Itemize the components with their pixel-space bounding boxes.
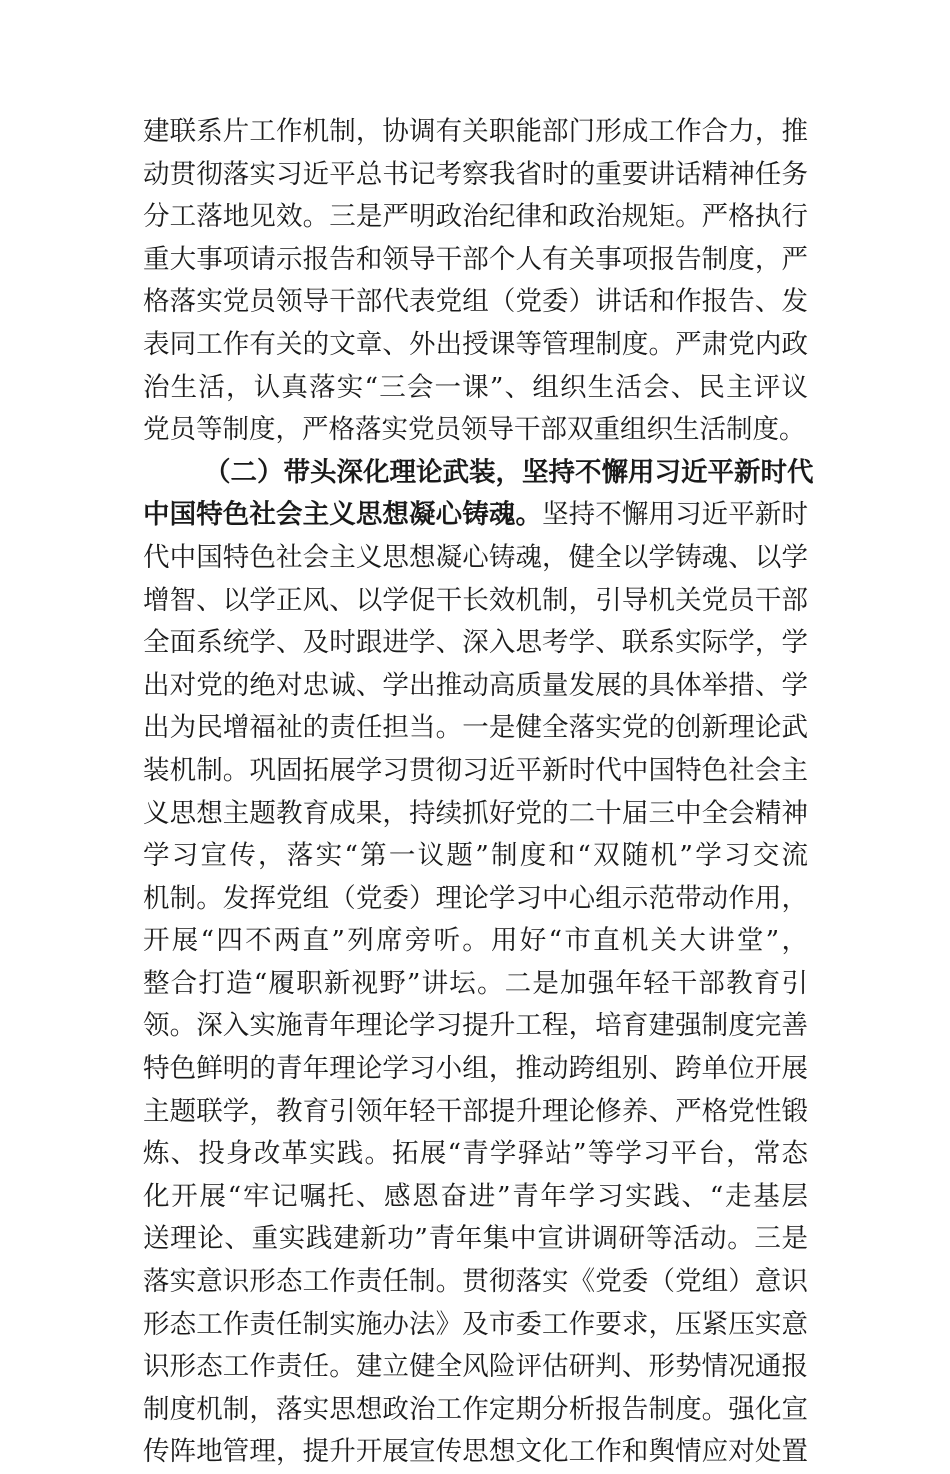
text-line: [143, 835, 808, 878]
text-line: [143, 1133, 808, 1176]
paragraph-text: 动贯彻落实习近平总书记考察我省时的重要讲话精神任务: [143, 158, 808, 190]
paragraph-text: 送理论、重实践建新功”青年集中宣讲调研等活动。三是: [143, 1223, 808, 1255]
text-line: [143, 580, 808, 623]
text-line: [143, 665, 808, 708]
paragraph-text: 整合打造“履职新视野”讲坛。二是加强年轻干部教育引: [143, 967, 808, 999]
text-line: [143, 494, 808, 537]
text-line: [143, 367, 808, 410]
text-line: [143, 963, 808, 1006]
paragraph-text: 建联系片工作机制，协调有关职能部门形成工作合力，推: [143, 116, 808, 147]
paragraph-text: 落实意识形态工作责任制。贯彻落实《党委（党组）意识: [143, 1266, 808, 1298]
paragraph-text: 党员等制度，严格落实党员领导干部双重组织生活制度。: [143, 414, 806, 446]
text-line: [143, 1346, 808, 1389]
paragraph-text: 代中国特色社会主义思想凝心铸魂，健全以学铸魂、以学: [143, 541, 808, 573]
paragraph-text: 表同工作有关的文章、外出授课等管理制度。严肃党内政: [143, 328, 808, 360]
paragraph-text: 传阵地管理，提升开展宣传思想文化工作和舆情应对处置: [143, 1436, 808, 1468]
text-line: [143, 1005, 808, 1048]
text-line: [143, 707, 808, 750]
paragraph-text: 炼、投身改革实践。拓展“青学驿站”等学习平台，常态: [143, 1138, 808, 1170]
paragraph-text: 分工落地见效。三是严明政治纪律和政治规矩。严格执行: [143, 201, 808, 233]
paragraph-text: 治生活，认真落实“三会一课”、组织生活会、民主评议: [143, 371, 808, 403]
text-line: [143, 920, 808, 963]
text-line: [143, 750, 808, 793]
text-line: [143, 793, 808, 836]
paragraph-text: 格落实党员领导干部代表党组（党委）讲话和作报告、发: [143, 286, 808, 318]
section-heading-text: 中国特色社会主义思想凝心铸魂。: [143, 499, 543, 531]
text-line: [143, 239, 808, 282]
paragraph-text: 全面系统学、及时跟进学、深入思考学、联系实际学，学: [143, 627, 808, 659]
text-line: [143, 537, 808, 580]
paragraph-text: 形态工作责任制实施办法》及市委工作要求，压紧压实意: [143, 1308, 808, 1340]
text-line: [143, 1048, 808, 1091]
paragraph-text: 出为民增福祉的责任担当。一是健全落实党的创新理论武: [143, 712, 808, 744]
text-line: [143, 1431, 808, 1474]
text-line: [143, 1176, 808, 1219]
paragraph-text: 坚持不懈用习近平新时: [542, 499, 808, 531]
paragraph-text: 装机制。巩固拓展学习贯彻习近平新时代中国特色社会主: [143, 754, 808, 786]
body-text: [143, 111, 814, 1474]
text-line: [143, 324, 808, 367]
text-line: [143, 1304, 808, 1347]
section-heading-line: [143, 452, 814, 495]
paragraph-text: 领。深入实施青年理论学习提升工程，培育建强制度完善: [143, 1010, 808, 1042]
text-line: [143, 111, 808, 154]
text-line: [143, 154, 808, 197]
paragraph-text: 重大事项请示报告和领导干部个人有关事项报告制度，严: [143, 243, 808, 275]
text-line: [143, 878, 808, 921]
paragraph-text: 义思想主题教育成果，持续抓好党的二十届三中全会精神: [143, 797, 808, 829]
text-line: [143, 1389, 808, 1432]
text-line: [143, 1218, 808, 1261]
text-line: [143, 1091, 808, 1134]
paragraph-text: 识形态工作责任。建立健全风险评估研判、形势情况通报: [143, 1351, 808, 1383]
text-line: [143, 281, 808, 324]
paragraph-text: 增智、以学正风、以学促干长效机制，引导机关党员干部: [143, 584, 808, 616]
paragraph-text: 制度机制，落实思想政治工作定期分析报告制度。强化宣: [143, 1393, 808, 1425]
paragraph-text: 学习宣传，落实“第一议题”制度和“双随机”学习交流: [143, 840, 808, 872]
paragraph-text: 化开展“牢记嘱托、感恩奋进”青年学习实践、“走基层: [143, 1180, 808, 1212]
section-heading-text: （二）带头深化理论武装，坚持不懈用习近平新时代: [204, 456, 814, 488]
paragraph-text: 开展“四不两直”列席旁听。用好“市直机关大讲堂”，: [143, 925, 808, 957]
paragraph-text: 机制。发挥党组（党委）理论学习中心组示范带动作用，: [143, 882, 808, 914]
paragraph-text: 出对党的绝对忠诚、学出推动高质量发展的具体举措、学: [143, 669, 808, 701]
text-line: [143, 1261, 808, 1304]
text-line: [143, 409, 808, 452]
text-line: [143, 196, 808, 239]
paragraph-text: 特色鲜明的青年理论学习小组，推动跨组别、跨单位开展: [143, 1053, 808, 1085]
text-line: [143, 622, 808, 665]
paragraph-text: 主题联学，教育引领年轻干部提升理论修养、严格党性锻: [143, 1095, 808, 1127]
